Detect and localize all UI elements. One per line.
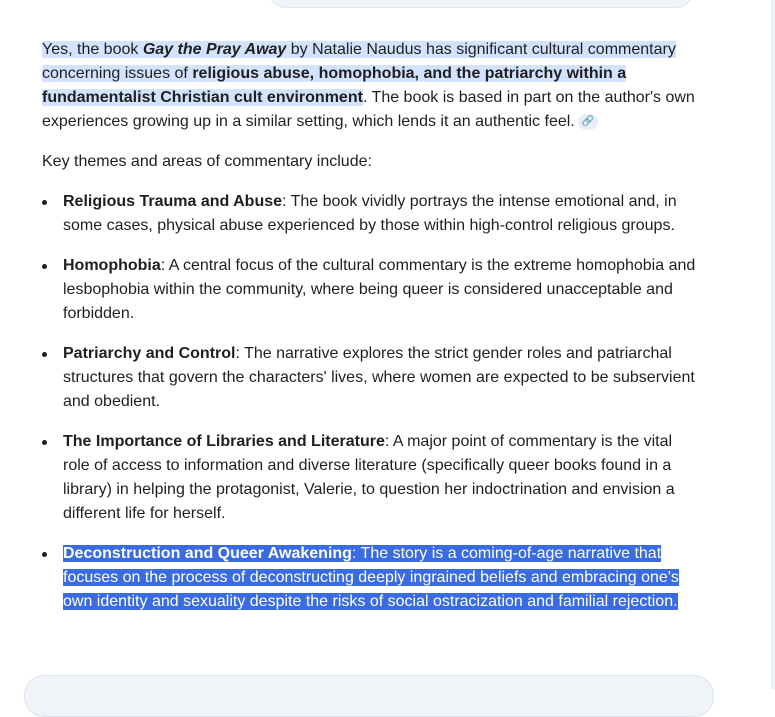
previous-message-bubble — [268, 0, 694, 8]
selected-text — [63, 545, 679, 610]
theme-text: : A central focus of the cultural commentary is the extreme homophobia and lesbophobia within the community, where being queer is considered unacceptable and forbidden. — [63, 257, 696, 322]
theme-text: : The story is a coming-of-age narrative that focuses on the process of deconstructing deeply ingrained beliefs and embracing one's own identity and sexuality despite the risks of social ostracization and familial rejection. — [63, 545, 679, 610]
theme-title: Deconstruction and Queer Awakening — [63, 545, 352, 562]
theme-title: Religious Trauma and Abuse — [63, 193, 283, 210]
response-content — [42, 38, 702, 630]
theme-item — [42, 254, 702, 326]
intro-paragraph — [42, 38, 702, 134]
prompt-input-bar[interactable] — [24, 675, 714, 717]
theme-item-selected — [42, 542, 702, 614]
intro-text-middle: by Natalie Naudus has significant cultural commentary concerning issues of — [42, 41, 676, 82]
scrollbar[interactable] — [771, 0, 775, 689]
intro-text-end: . The book is based in part on the author's own experiences growing up in a similar setting, which lends it an authentic feel. — [42, 89, 695, 130]
theme-text: : A major point of commentary is the vital role of access to information and diverse literature (specifically queer books found in a library) in helping the protagonist, Valerie, to question her indoctrination and envision a different life for herself. — [63, 433, 675, 522]
theme-text: : The book vividly portrays the intense emotional and, in some cases, physical abuse experienced by those within high-control religious groups. — [63, 193, 677, 234]
book-title: Gay the Pray Away — [142, 41, 287, 58]
theme-title: Homophobia — [63, 257, 161, 274]
source-link-button[interactable] — [578, 114, 598, 130]
theme-title: Patriarchy and Control — [63, 345, 236, 362]
intro-bold-phrase: religious abuse, homophobia, and the patriarchy within a fundamentalist Christian cult environment — [42, 65, 627, 106]
theme-title: The Importance of Libraries and Literature — [63, 433, 385, 450]
link-icon: 🔗 — [581, 115, 594, 127]
themes-lead: Key themes and areas of commentary include: — [42, 153, 372, 170]
intro-text-start: Yes, the book — [42, 41, 143, 58]
theme-text: : The narrative explores the strict gender roles and patriarchal structures that govern the characters' lives, where women are expected to be subservient and obedient. — [63, 345, 695, 410]
theme-item — [42, 430, 702, 526]
themes-list — [42, 190, 702, 614]
theme-item — [42, 342, 702, 414]
theme-item — [42, 190, 702, 238]
